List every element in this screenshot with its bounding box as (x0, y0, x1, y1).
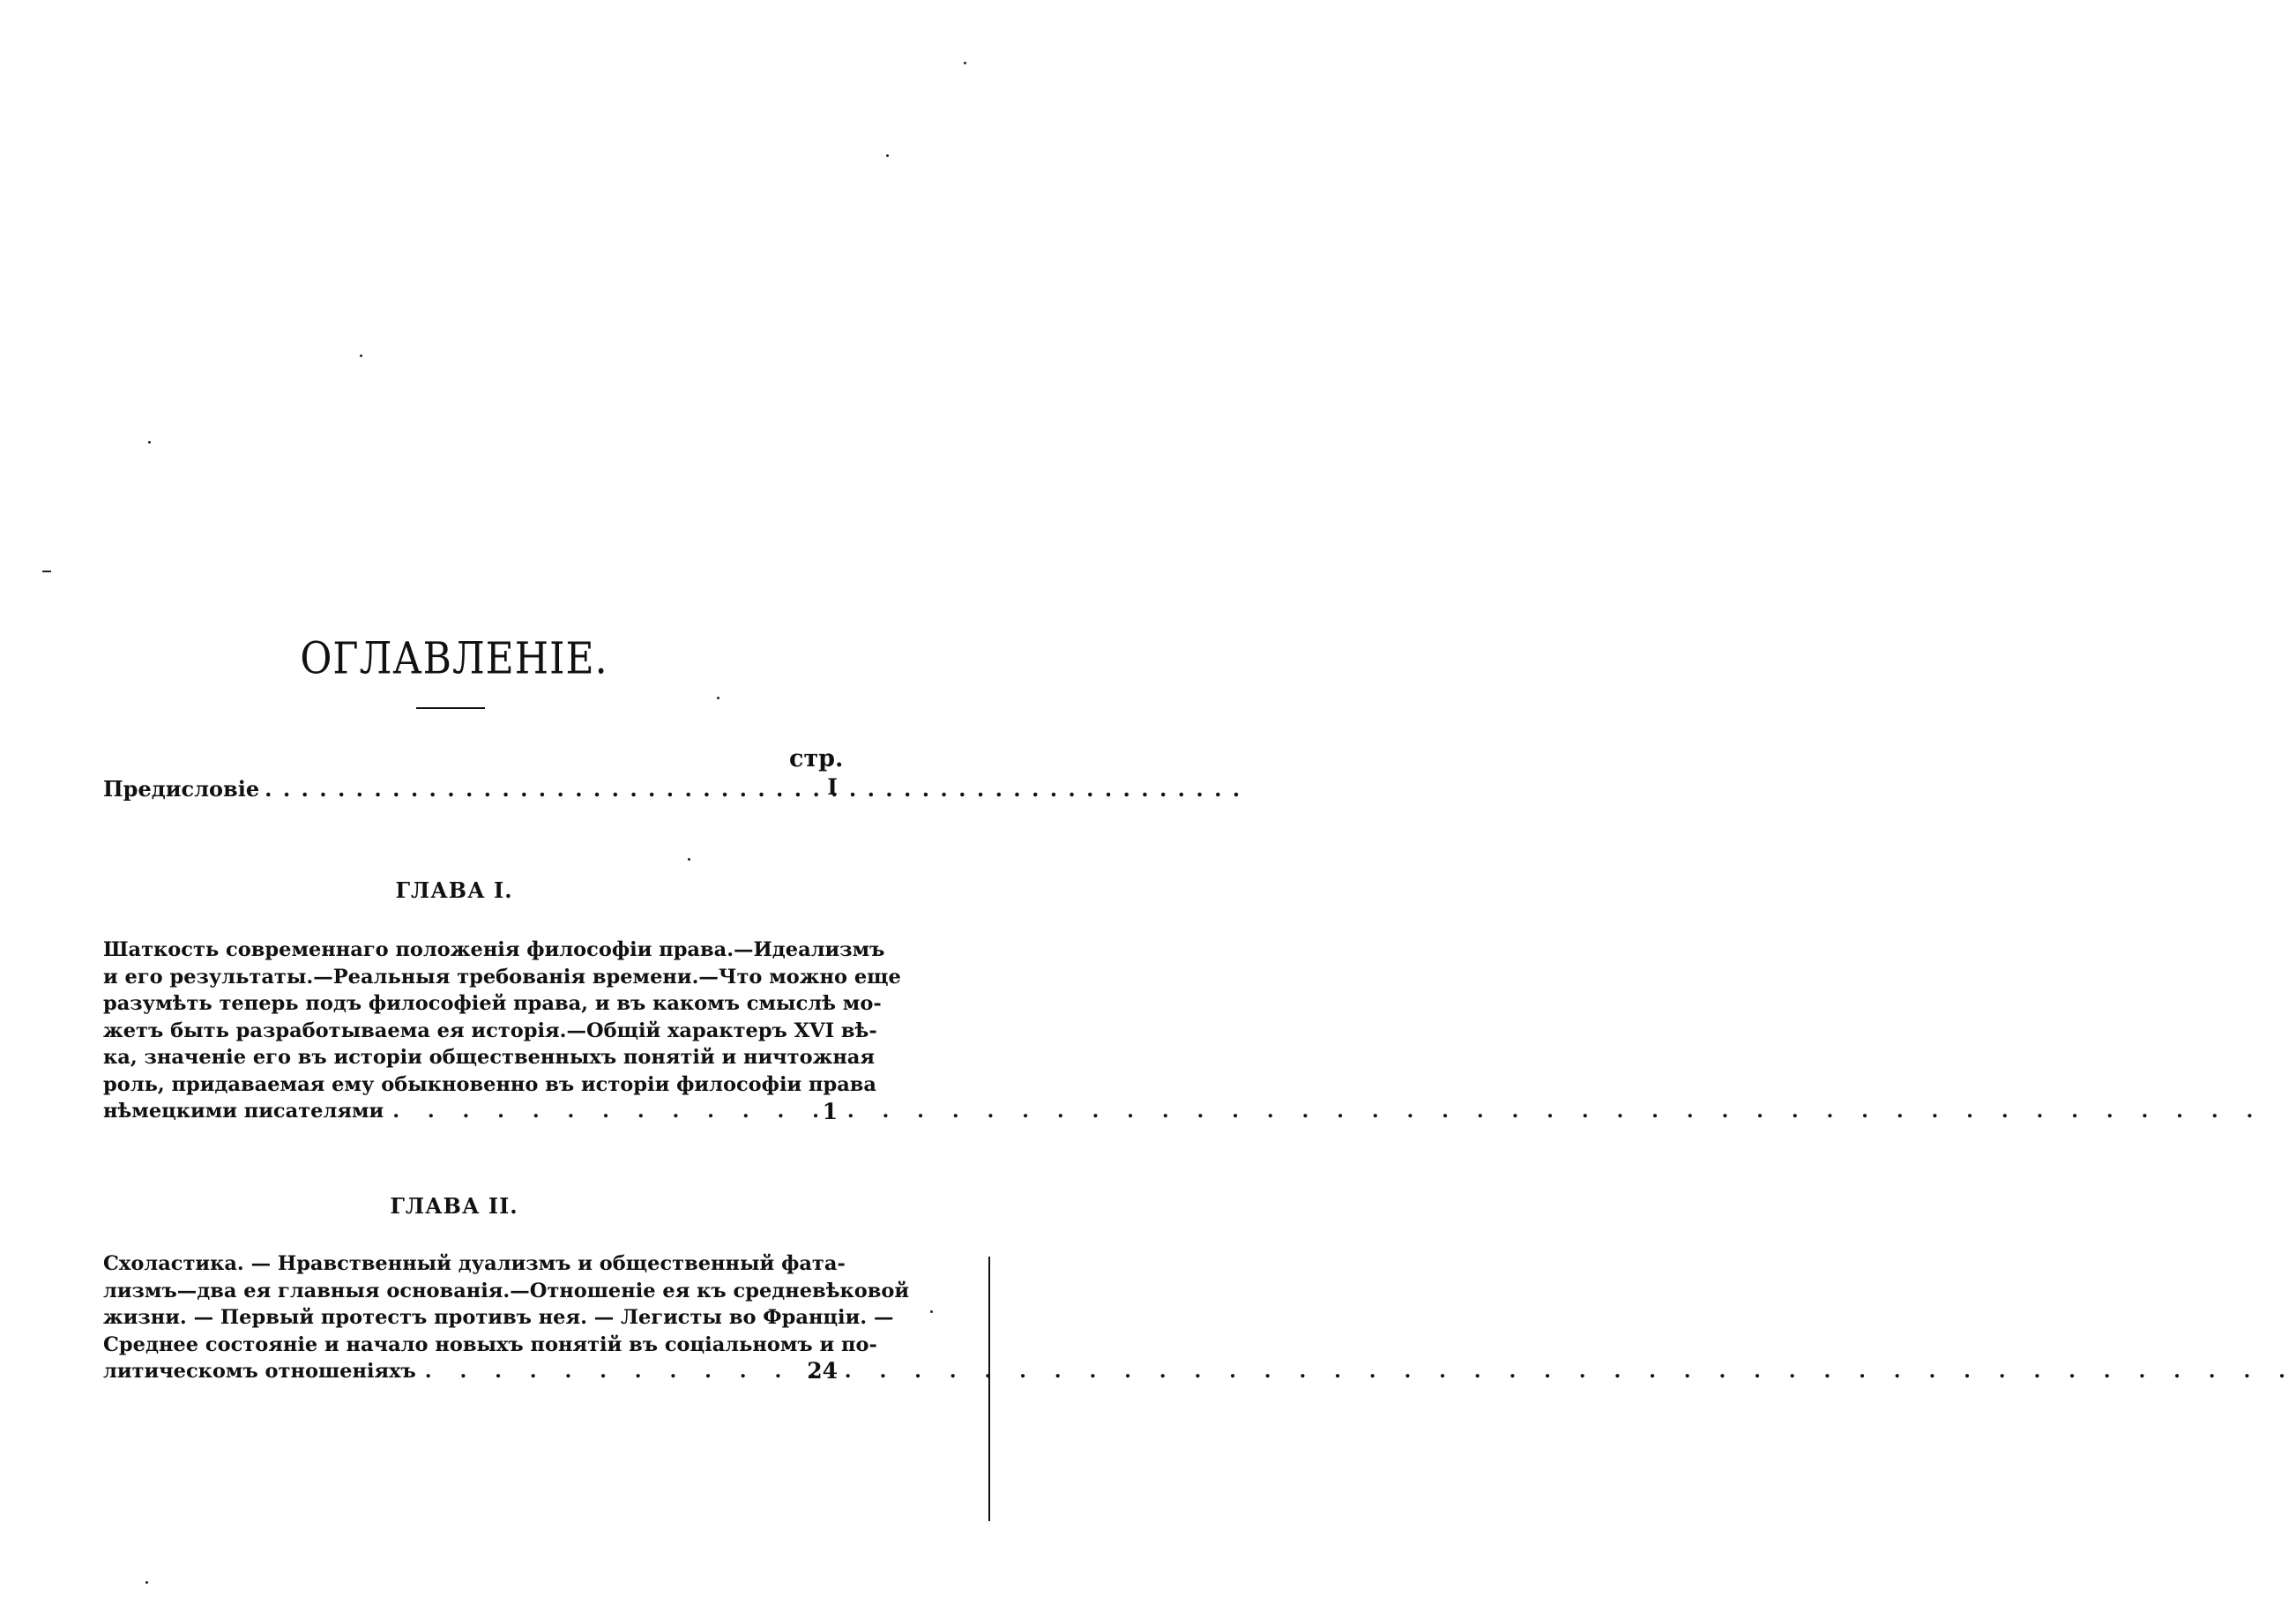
toc-entry-preface[interactable] (103, 776, 766, 802)
scan-speck (145, 1581, 148, 1584)
page-column-label: стр. (789, 745, 844, 772)
chapter-2-heading: ГЛАВА II. (390, 1193, 518, 1219)
document-page (0, 0, 1005, 1597)
summary-line: Среднее состояніе и начало новыхъ понятій въ соціальномъ и по- (103, 1332, 877, 1356)
summary-last-line (103, 1358, 766, 1385)
summary-last-line (103, 1098, 766, 1125)
summary-line: Схоластика. — Нравственный дуализмъ и общественный фата- (103, 1252, 846, 1275)
leader-dots (425, 1358, 2296, 1385)
page-title: ОГЛАВЛЕНІЕ. (300, 633, 608, 685)
title-rule (416, 707, 485, 709)
scan-speck (717, 697, 719, 699)
scan-speck (42, 571, 51, 572)
summary-line: жетъ быть разработываема ея исторія.—Общій характеръ XVI вѣ- (103, 1019, 877, 1042)
scan-speck (360, 354, 362, 357)
chapter-1-heading: ГЛАВА I. (395, 877, 513, 903)
summary-line: Шаткость современнаго положенія философіи права.—Идеализмъ (103, 938, 885, 961)
preface-label: Предисловіе (103, 776, 260, 802)
summary-line: роль, придаваемая ему обыкновенно въ исторіи философіи права (103, 1072, 877, 1096)
preface-page-number: I (827, 774, 838, 800)
summary-line: лизмъ—два ея главныя основанія.—Отношеніе ея къ средневѣковой (103, 1279, 910, 1302)
scan-speck (964, 62, 966, 64)
chapter-1-page-number: 1 (822, 1099, 838, 1124)
scan-speck (886, 154, 889, 157)
summary-line: нѣмецкими писателями (103, 1100, 384, 1123)
leader-dots (392, 1098, 2263, 1125)
summary-line: жизни. — Первый протестъ противъ нея. — Легисты во Франціи. — (103, 1306, 894, 1329)
scan-margin-line (988, 1257, 990, 1521)
scan-speck (688, 858, 690, 861)
summary-line: ка, значеніе его въ исторіи общественныхъ понятій и ничтожная (103, 1046, 875, 1069)
summary-line: разумѣть теперь подъ философіей права, и въ какомъ смыслѣ мо- (103, 992, 882, 1015)
leader-dots (265, 776, 1241, 802)
scan-speck (930, 1310, 933, 1313)
scan-speck (148, 441, 151, 444)
chapter-1-summary[interactable] (103, 937, 901, 1125)
chapter-2-page-number: 24 (807, 1358, 838, 1384)
summary-line: литическомъ отношеніяхъ (103, 1360, 416, 1383)
summary-line: и его результаты.—Реальныя требованія времени.—Что можно еще (103, 965, 901, 989)
